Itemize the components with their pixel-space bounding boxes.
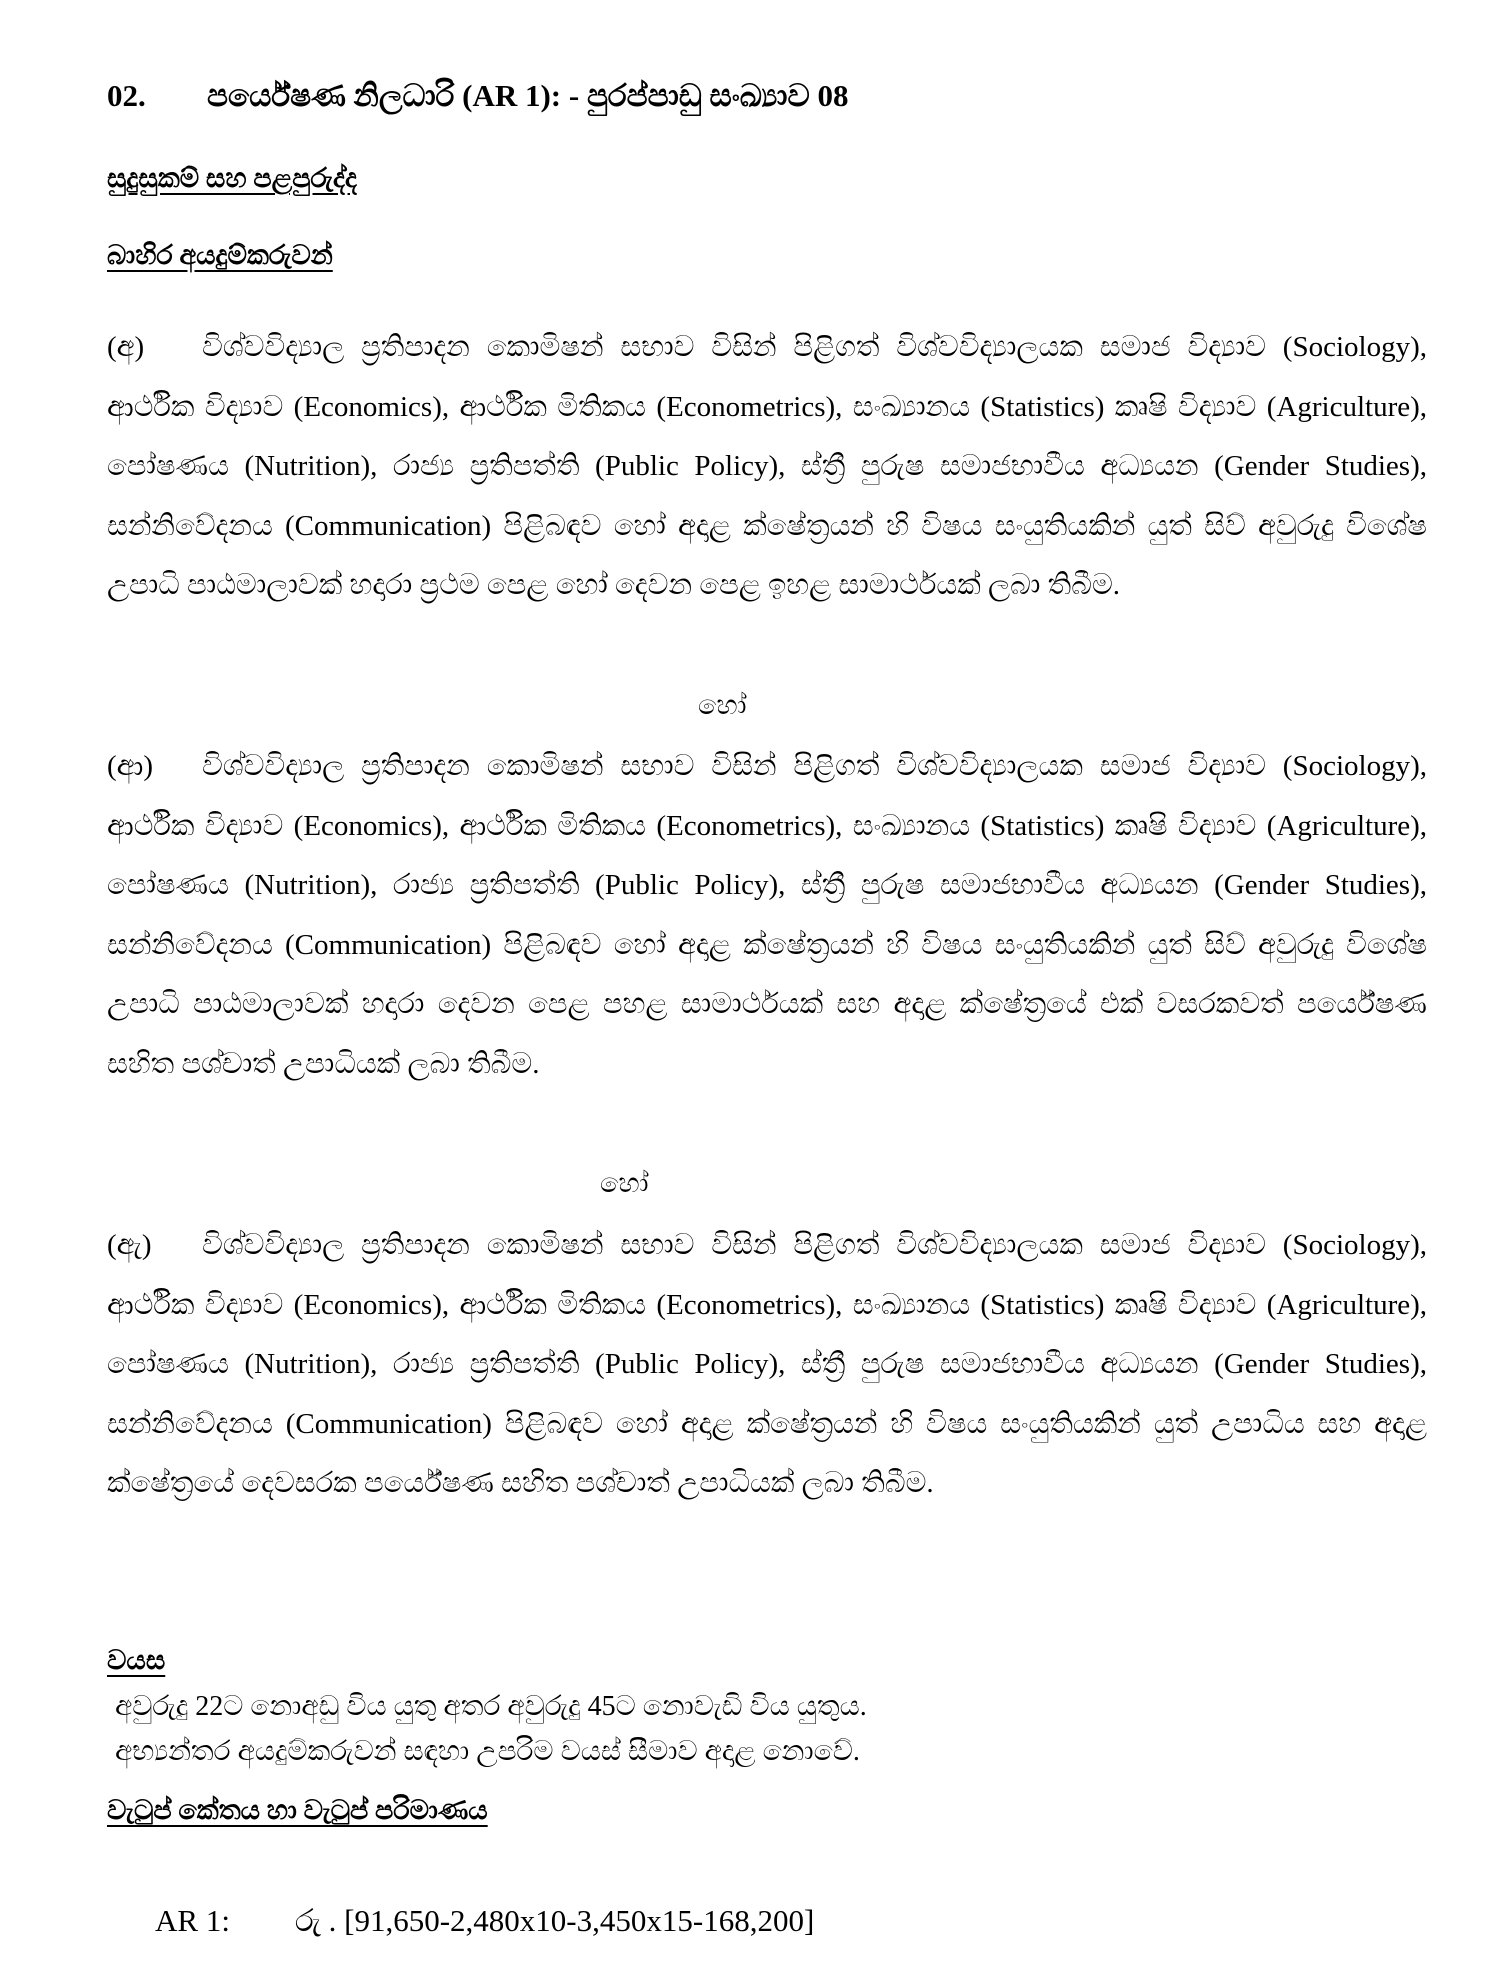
paragraph-label: (ආ) — [107, 750, 154, 782]
qualifications-heading: සුදුසුකම් සහ පළපුරුද්ද — [107, 163, 358, 193]
qualification-paragraph-a — [107, 318, 1427, 616]
age-limit-text: අවුරුදු 22ට නොඅඩු විය යුතු අතර අවුරුදු 45ට නොවැඩි විය යුතුය. — [115, 1691, 867, 1722]
salary-heading: වැටුප් කේතය හා වැටුප් පරිමාණය — [107, 1795, 488, 1825]
post-title: පර්යේෂණ නිලධාරි (AR 1): - පුරප්පාඩු සංඛ්‍යාව 08 — [207, 78, 849, 113]
or-separator: හෝ — [600, 1168, 649, 1198]
paragraph-label: (ඇ) — [107, 1229, 152, 1261]
external-applicants-heading: බාහිර අයදුම්කරුවන් — [107, 240, 333, 270]
qualification-paragraph-aa — [107, 737, 1427, 1094]
salary-scale: රු . [91,650-2,480x10-3,450x15-168,200] — [295, 1903, 815, 1938]
age-exemption-text: අභ්‍යන්තර අයදුම්කරුවන් සඳහා උපරිම වයස් සීමාව අදාළ නොවේ. — [115, 1736, 860, 1767]
salary-scale-line — [155, 1903, 814, 1940]
salary-code: AR 1: — [155, 1903, 230, 1938]
paragraph-text: විශ්වවිද්‍යාල ප්‍රතිපාදන කොමිෂන් සභාව විසින් පිළිගත් විශ්වවිද්‍යාලයක සමාජ විද්‍යාව (Sociology), ආර්ථික විද්‍යාව (Economics), ආර්ථික මිතිකය (Econometrics), සංඛ්‍යානය (Statistics) කෘෂි විද්‍යාව (Agriculture), පෝෂණය (Nutrition), රාජ්‍ය ප්‍රතිපත්ති (Public Policy), ස්ත්‍රී පුරුෂ සමාජභාවීය අධ්‍යයන (Gender Studies), සන්නිවේදනය (Communication) පිළිබඳව හෝ අදාළ ක්ෂේත්‍රයන් හි විෂය සංයුතියකින් යුත් උපාධිය සහ අදාළ ක්ෂේත්‍රයේ දෙවසරක පර්යේෂණ සහිත පශ්චාත් උපාධියක් ලබා තිබීම. — [107, 1229, 1428, 1499]
paragraph-text: විශ්වවිද්‍යාල ප්‍රතිපාදන කොමිෂන් සභාව විසින් පිළිගත් විශ්වවිද්‍යාලයක සමාජ විද්‍යාව (Sociology), ආර්ථික විද්‍යාව (Economics), ආර්ථික මිතිකය (Econometrics), සංඛ්‍යානය (Statistics) කෘෂි විද්‍යාව (Agriculture), පෝෂණය (Nutrition), රාජ්‍ය ප්‍රතිපත්ති (Public Policy), ස්ත්‍රී පුරුෂ සමාජභාවීය අධ්‍යයන (Gender Studies), සන්නිවේදනය (Communication) පිළිබඳව හෝ අදාළ ක්ෂේත්‍රයන් හි විෂය සංයුතියකින් යුත් සිව් අවුරුදු විශේෂ උපාධි පාඨමාලාවක් හදාරා දෙවන පෙළ පහළ සාමාර්ථයක් සහ අදාළ ක්ෂේත්‍රයේ එක් වසරකවත් පර්යේෂණ සහිත පශ්චාත් උපාධියක් ලබා තිබීම. — [107, 750, 1428, 1080]
post-number: 02. — [107, 78, 146, 113]
qualification-paragraph-ae — [107, 1216, 1427, 1514]
post-heading — [107, 78, 849, 115]
paragraph-label: (අ) — [107, 331, 145, 363]
or-separator: හෝ — [698, 690, 747, 720]
paragraph-text: විශ්වවිද්‍යාල ප්‍රතිපාදන කොමිෂන් සභාව විසින් පිළිගත් විශ්වවිද්‍යාලයක සමාජ විද්‍යාව (Sociology), ආර්ථික විද්‍යාව (Economics), ආර්ථික මිතිකය (Econometrics), සංඛ්‍යානය (Statistics) කෘෂි විද්‍යාව (Agriculture), පෝෂණය (Nutrition), රාජ්‍ය ප්‍රතිපත්ති (Public Policy), ස්ත්‍රී පුරුෂ සමාජභාවීය අධ්‍යයන (Gender Studies), සන්නිවේදනය (Communication) පිළිබඳව හෝ අදාළ ක්ෂේත්‍රයන් හි විෂය සංයුතියකින් යුත් සිව් අවුරුදු විශේෂ උපාධි පාඨමාලාවක් හදාරා ප්‍රථම පෙළ හෝ දෙවන පෙළ ඉහළ සාමාර්ථයක් ලබා තිබීම. — [107, 331, 1428, 601]
age-heading: වයස — [107, 1645, 166, 1675]
